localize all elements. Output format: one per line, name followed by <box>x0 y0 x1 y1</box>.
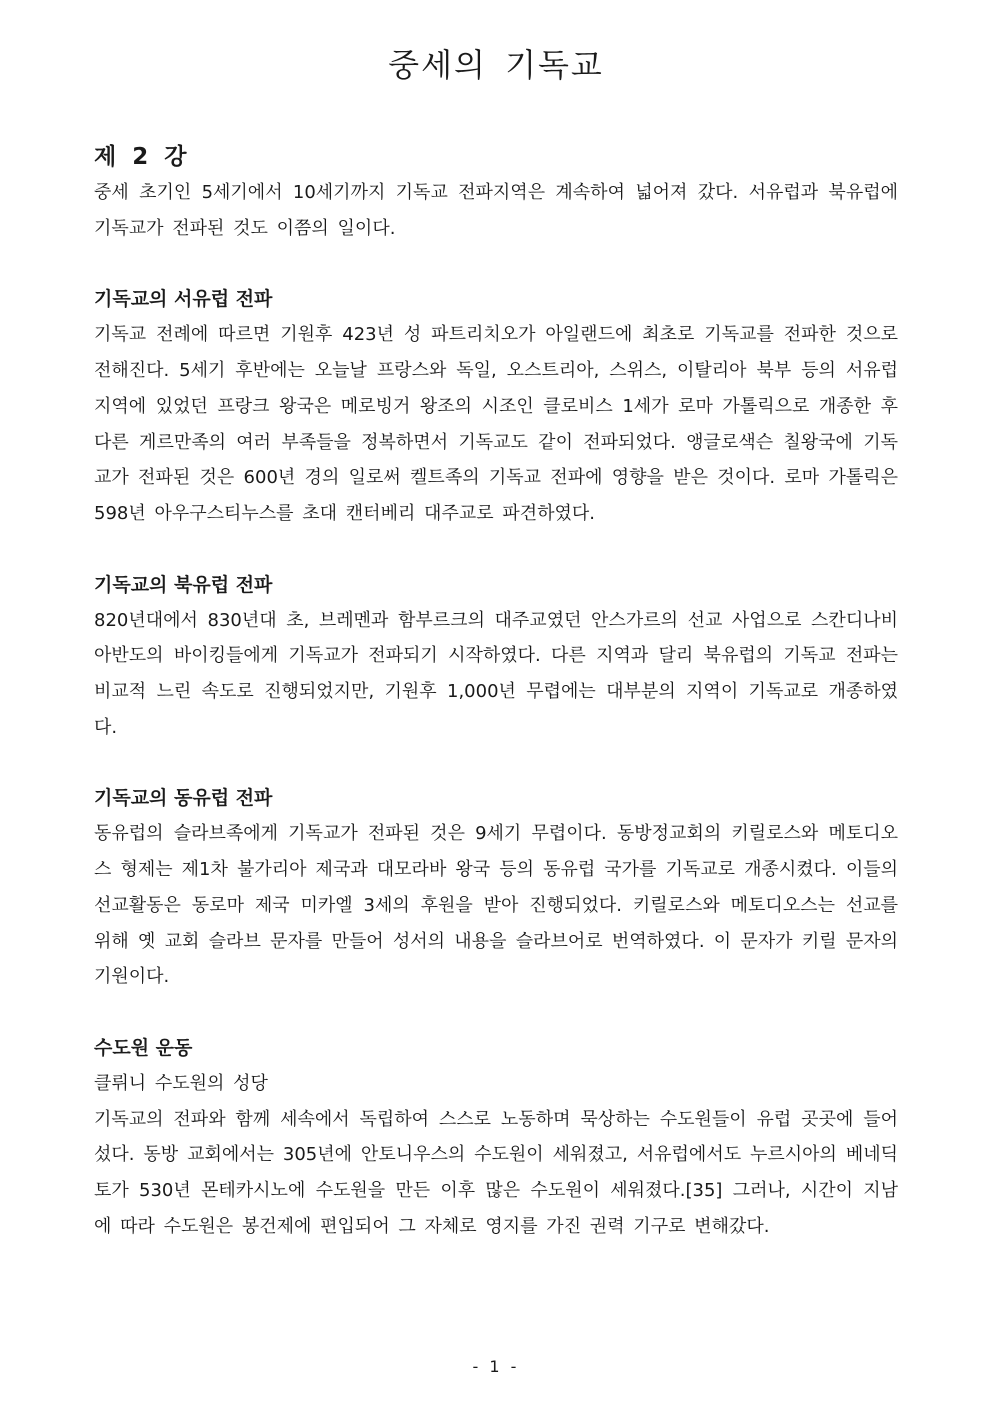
section-heading-monastic-movement: 수도원 운동 <box>94 1036 193 1059</box>
section-heading-western-europe: 기독교의 서유럽 전파 <box>94 288 273 311</box>
spacer <box>94 532 898 567</box>
section-subheading-cluny: 클뤼니 수도원의 성당 <box>94 1072 268 1094</box>
document-title: 중세의 기독교 <box>388 46 604 84</box>
lecture-heading: 제 2 강 <box>94 144 188 170</box>
section-heading-eastern-europe: 기독교의 동유럽 전파 <box>94 787 273 810</box>
spacer <box>94 745 898 780</box>
spacer <box>94 246 898 281</box>
intro-paragraph: 중세 초기인 5세기에서 10세기까지 기독교 전파지역은 계속하여 넓어져 갔다. 서유럽과 북유럽에 기독교가 전파된 것도 이쯤의 일이다. <box>94 182 898 239</box>
section-body-northern-europe: 820년대에서 830년대 초, 브레멘과 함부르크의 대주교였던 안스가르의 선교 사업으로 스칸디나비아반도의 바이킹들에게 기독교가 전파되기 시작하였다. 다른 지역과 달리 북유럽의 기독교 전파는 비교적 느린 속도로 진행되었지만, 기원후 1,000년 무렵에는 대부분의 지역이 기독교로 개종하였다. <box>94 609 898 738</box>
section-body-monastic-movement: 기독교의 전파와 함께 세속에서 독립하여 스스로 노동하며 묵상하는 수도원들이 유럽 곳곳에 들어섰다. 동방 교회에서는 305년에 안토니우스의 수도원이 세워졌고, 서유럽에서도 누르시아의 베네딕토가 530년 몬테카시노에 수도원을 만든 이후 많은 수도원이 세워졌다.[35] 그러나, 시간이 지남에 따라 수도원은 봉건제에 편입되어 그 자체로 영지를 가진 권력 기구로 변해갔다. <box>94 1108 898 1237</box>
document-body <box>94 138 898 1244</box>
section-body-western-europe: 기독교 전례에 따르면 기원후 423년 성 파트리치오가 아일랜드에 최초로 기독교를 전파한 것으로 전해진다. 5세기 후반에는 오늘날 프랑스와 독일, 오스트리아, 스위스, 이탈리아 북부 등의 서유럽 지역에 있었던 프랑크 왕국은 메로빙거 왕조의 시조인 클로비스 1세가 로마 가톨릭으로 개종한 후 다른 게르만족의 여러 부족들을 정복하면서 기독교도 같이 전파되었다. 앵글로색슨 칠왕국에 기독교가 전파된 것은 600년 경의 일로써 켈트족의 기독교 전파에 영향을 받은 것이다. 로마 가톨릭은 598년 아우구스티누스를 초대 캔터베리 대주교로 파견하였다. <box>94 324 898 524</box>
page-number: - 1 - <box>472 1357 520 1376</box>
section-heading-northern-europe: 기독교의 북유럽 전파 <box>94 573 273 596</box>
spacer <box>94 995 898 1030</box>
section-body-eastern-europe: 동유럽의 슬라브족에게 기독교가 전파된 것은 9세기 무렵이다. 동방정교회의 키릴로스와 메토디오스 형제는 제1차 불가리아 제국과 대모라바 왕국 등의 동유럽 국가를 기독교로 개종시켰다. 이들의 선교활동은 동로마 제국 미카엘 3세의 후원을 받아 진행되었다. 키릴로스와 메토디오스는 선교를 위해 옛 교회 슬라브 문자를 만들어 성서의 내용을 슬라브어로 번역하였다. 이 문자가 키릴 문자의 기원이다. <box>94 823 898 988</box>
